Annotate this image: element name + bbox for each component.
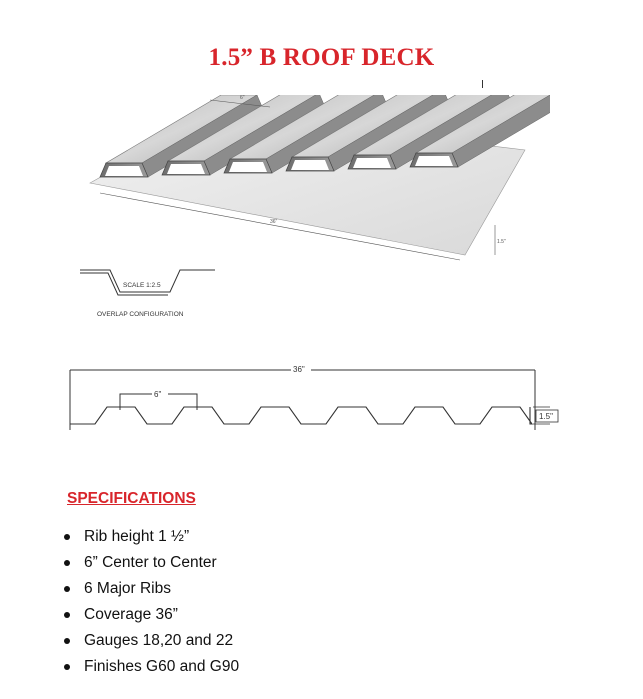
bullet-icon — [64, 560, 70, 566]
bullet-icon — [64, 586, 70, 592]
profile-width-label: 36" — [293, 365, 305, 374]
bullet-icon — [64, 534, 70, 540]
overlap-detail — [75, 262, 225, 324]
profile-height-label: 1.5" — [539, 412, 553, 421]
rib-opening — [229, 162, 267, 172]
rib-opening — [291, 160, 329, 170]
spec-item: Coverage 36” — [62, 602, 239, 628]
height-dim-label: 1.5" — [497, 239, 506, 245]
spec-item: Rib height 1 ½” — [62, 524, 239, 550]
bullet-icon — [64, 612, 70, 618]
rib-opening — [353, 158, 391, 168]
stray-tick-mark — [482, 80, 483, 88]
spec-item: Finishes G60 and G90 — [62, 654, 239, 680]
spec-item: Gauges 18,20 and 22 — [62, 628, 239, 654]
rib-opening — [415, 156, 453, 166]
bullet-icon — [64, 664, 70, 670]
scale-label: SCALE 1:2.5 — [123, 282, 161, 289]
rib-opening — [105, 166, 143, 176]
width-dim-label: 36" — [270, 219, 278, 225]
page-title: 1.5” B ROOF DECK — [208, 44, 435, 71]
spec-item: 6 Major Ribs — [62, 576, 239, 602]
overlap-caption: OVERLAP CONFIGURATION — [97, 311, 184, 318]
specifications-heading: SPECIFICATIONS — [67, 490, 196, 507]
rib-opening — [167, 164, 205, 174]
profile-rib-spacing-label: 6" — [154, 390, 162, 399]
specifications-list — [62, 524, 239, 680]
profile-outline — [70, 407, 532, 424]
deck-3d-illustration — [70, 95, 550, 265]
deck-profile-section — [60, 360, 580, 450]
spec-item: 6” Center to Center — [62, 550, 239, 576]
rib-dim-label: 6" — [240, 95, 245, 101]
bullet-icon — [64, 638, 70, 644]
